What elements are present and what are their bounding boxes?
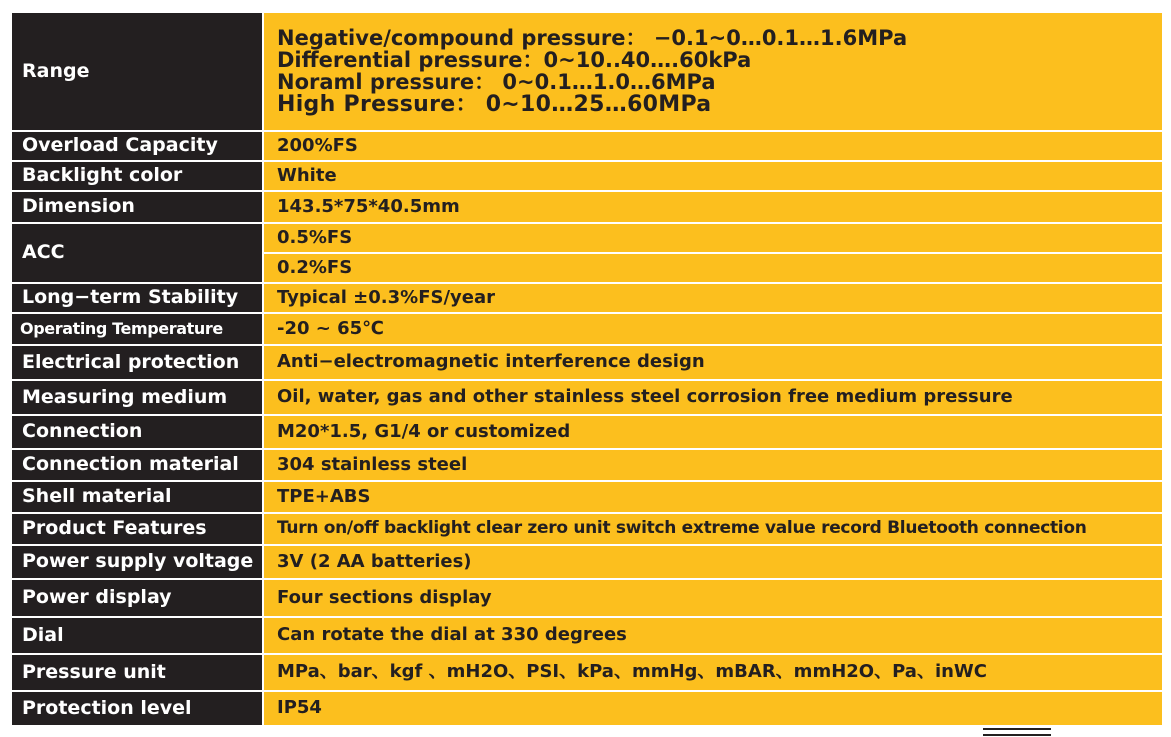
table-row <box>11 380 1163 415</box>
row-label: Measuring medium <box>11 380 263 415</box>
table-row <box>11 449 1163 481</box>
table-row <box>11 691 1163 726</box>
table-row <box>11 415 1163 449</box>
row-label: Dial <box>11 617 263 654</box>
row-label: Power supply voltage <box>11 545 263 579</box>
table-row-range <box>11 12 1163 131</box>
row-label: Dimension <box>11 191 263 223</box>
row-value: Can rotate the dial at 330 degrees <box>263 617 1163 654</box>
range-line: High Pressure： 0~10…25…60MPa <box>277 92 712 118</box>
row-value: White <box>263 161 1163 191</box>
row-value: Anti−electromagnetic interference design <box>263 345 1163 380</box>
row-label: Connection material <box>11 449 263 481</box>
row-value: TPE+ABS <box>263 481 1163 513</box>
table-row <box>11 191 1163 223</box>
row-value: Four sections display <box>263 579 1163 617</box>
table-row <box>11 313 1163 345</box>
table-row-acc <box>11 223 1163 253</box>
row-label: Power display <box>11 579 263 617</box>
table-row <box>11 345 1163 380</box>
acc-value: 0.5%FS <box>263 223 1163 253</box>
label-range: Range <box>11 12 263 131</box>
row-value: 3V (2 AA batteries) <box>263 545 1163 579</box>
range-line: Differential pressure：0~10..40….60kPa <box>277 47 752 72</box>
row-value: Oil, water, gas and other stainless steel corrosion free medium pressure <box>263 380 1163 415</box>
corner-decoration <box>983 728 1051 736</box>
table-row <box>11 481 1163 513</box>
row-label: Protection level <box>11 691 263 726</box>
row-value: Typical ±0.3%FS/year <box>263 283 1163 313</box>
row-label: Connection <box>11 415 263 449</box>
row-value: 143.5*75*40.5mm <box>263 191 1163 223</box>
table-row <box>11 513 1163 545</box>
range-line: Negative/compound pressure： −0.1~0…0.1…1.6MPa <box>277 25 908 50</box>
acc-value: 0.2%FS <box>263 253 1163 283</box>
table-row <box>11 545 1163 579</box>
table-row <box>11 579 1163 617</box>
row-label: Pressure unit <box>11 654 263 691</box>
row-value: 304 stainless steel <box>263 449 1163 481</box>
table-row <box>11 283 1163 313</box>
row-label: Overload Capacity <box>11 131 263 161</box>
row-value: MPa、bar、kgf 、mH2O、PSI、kPa、mmHg、mBAR、mmH2O、Pa、inWC <box>263 654 1163 691</box>
row-label: Backlight color <box>11 161 263 191</box>
row-label: Electrical protection <box>11 345 263 380</box>
row-value: Turn on/off backlight clear zero unit switch extreme value record Bluetooth connection <box>263 513 1163 545</box>
row-value: IP54 <box>263 691 1163 726</box>
table-row <box>11 617 1163 654</box>
table-row <box>11 131 1163 161</box>
row-value: -20 ~ 65℃ <box>263 313 1163 345</box>
row-label: Shell material <box>11 481 263 513</box>
label-acc: ACC <box>11 223 263 283</box>
row-value: 200%FS <box>263 131 1163 161</box>
table-row <box>11 161 1163 191</box>
value-range <box>263 12 1163 131</box>
row-label: Long−term Stability <box>11 283 263 313</box>
table-row <box>11 654 1163 691</box>
row-value: M20*1.5, G1/4 or customized <box>263 415 1163 449</box>
range-line: Noraml pressure： 0~0.1…1.0…6MPa <box>277 69 716 94</box>
row-label: Operating Temperature <box>11 313 263 345</box>
row-label: Product Features <box>11 513 263 545</box>
spec-table <box>10 11 1164 727</box>
